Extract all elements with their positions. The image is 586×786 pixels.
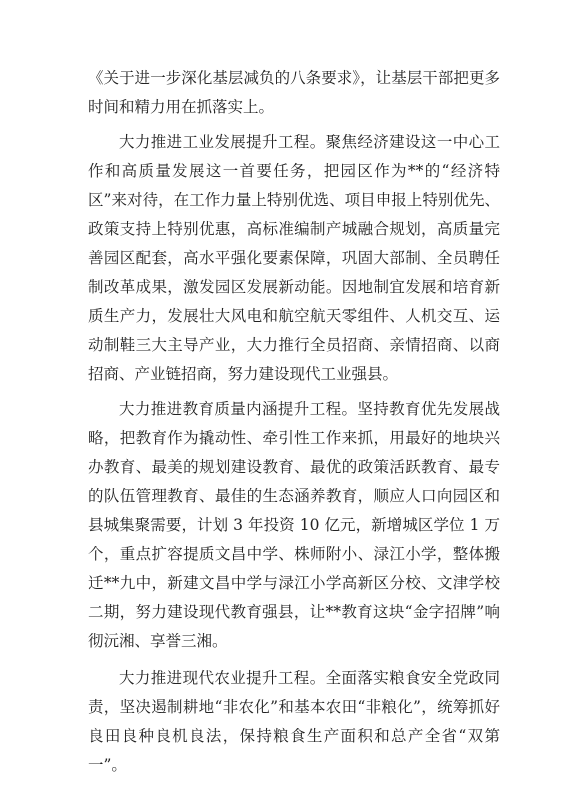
paragraph-intro-continued: 《关于进一步深化基层减负的八条要求》，让基层干部把更多时间和精力用在抓落实上。 bbox=[88, 69, 500, 116]
paragraph-agriculture: 大力推进现代农业提升工程。全面落实粮食安全党政同责，坚决遏制耕地“非农化”和基本农田“非粮化”，统筹抓好良田良种良机良法，保持粮食生产面积和总产全省“双第一”。 bbox=[88, 669, 500, 774]
document-body bbox=[88, 64, 500, 786]
paragraph-education: 大力推进教育质量内涵提升工程。坚持教育优先发展战略，把教育作为撬动性、牵引性工作来抓，用最好的地块兴办教育、最美的规划建设教育、最优的政策活跃教育、最专的队伍管理教育、最佳的生态涵养教育，顺应人口向园区和县城集聚需要，计划 3 年投资 10 亿元，新增城区学位 1 万个，重点扩容提质文昌中学、株师附小、渌江小学，整体搬迁**九中，新建文昌中学与渌江小学高新区分校、文津学校二期，努力建设现代教育强县，让**教育这块“金字招牌”响彻沅湘、享誉三湘。 bbox=[88, 400, 500, 650]
paragraph-industry: 大力推进工业发展提升工程。聚焦经济建设这一中心工作和高质量发展这一首要任务，把园区作为**的“经济特区”来对待，在工作力量上特别优选、项目申报上特别优先、政策支持上特别优惠，高标准编制产城融合规划，高质量完善园区配套，高水平强化要素保障，巩固大部制、全员聘任制改革成果，激发园区发展新动能。因地制宜发展和培育新质生产力，发展壮大风电和航空航天零组件、人机交互、运动制鞋三大主导产业，大力推行全员招商、亲情招商、以商招商、产业链招商，努力建设现代工业强县。 bbox=[88, 133, 500, 383]
